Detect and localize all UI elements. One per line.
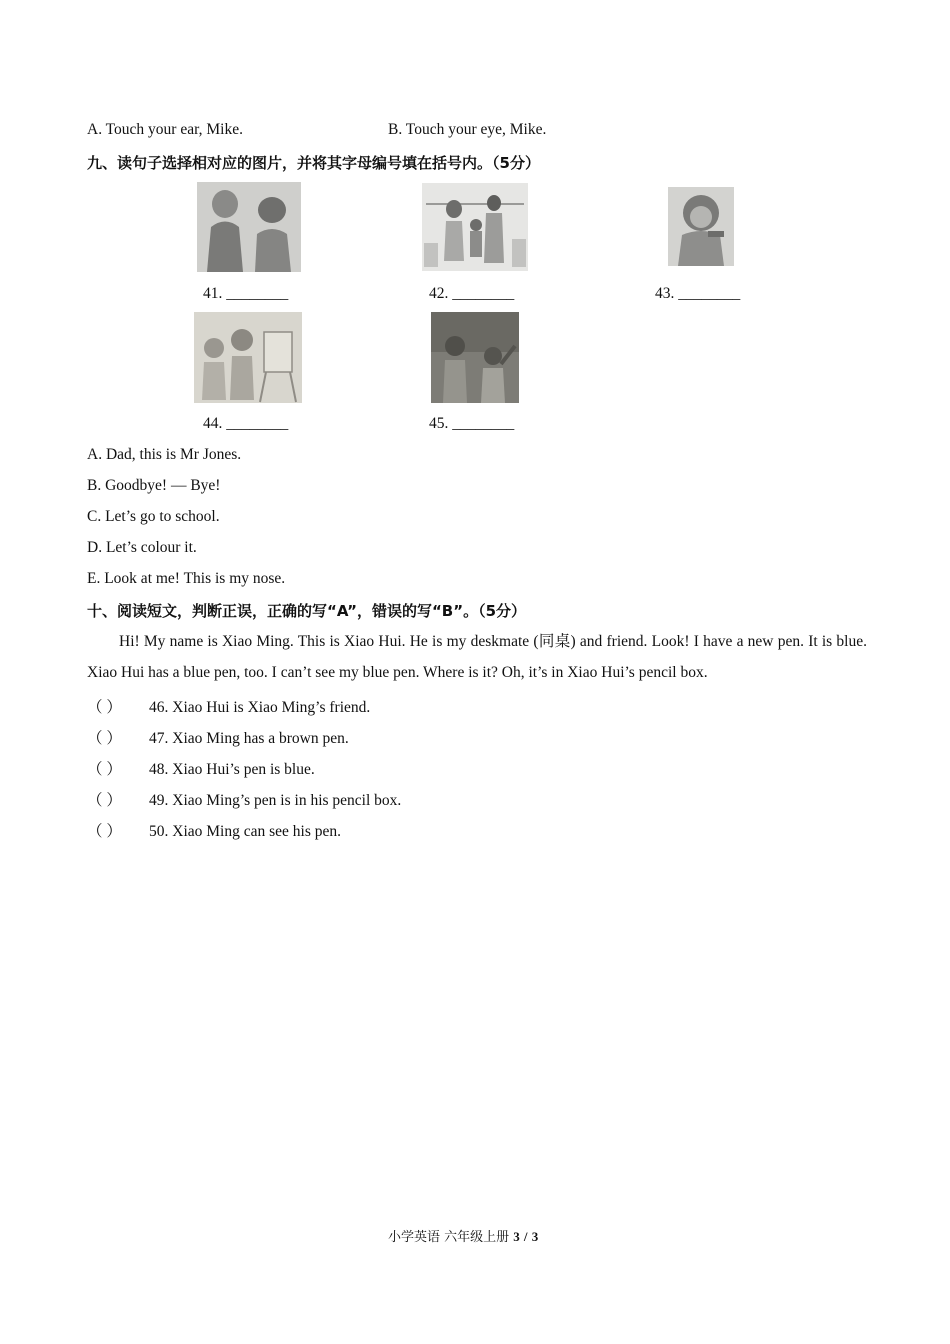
choice-b: B. Goodbye! — Bye! — [87, 477, 221, 494]
statement-text: 50. Xiao Ming can see his pen. — [149, 823, 341, 840]
answer-bracket: （ ） — [87, 792, 122, 809]
answer-bracket: （ ） — [87, 761, 122, 778]
picture-43-label: 43. ________ — [655, 285, 741, 302]
picture-42-label: 42. ________ — [429, 285, 515, 302]
statement-50 — [87, 819, 341, 841]
picture-45-label: 45. ________ — [429, 415, 515, 432]
section-10-heading: 十、阅读短文，判断正误，正确的写“A”，错误的写“B”。（5分） — [87, 602, 527, 620]
choice-a: A. Dad, this is Mr Jones. — [87, 446, 242, 463]
answer-bracket: （ ） — [87, 730, 122, 747]
choice-c: C. Let’s go to school. — [87, 508, 220, 525]
section-9-heading: 九、读句子选择相对应的图片，并将其字母编号填在括号内。（5分） — [87, 154, 540, 172]
picture-41-label: 41. ________ — [203, 285, 289, 302]
picture-44-label: 44. ________ — [203, 415, 289, 432]
family-greeting-image — [422, 183, 528, 271]
statement-46 — [87, 695, 370, 717]
reading-passage: Hi! My name is Xiao Ming. This is Xiao Hui. He is my deskmate (同桌) and friend. Look! I have a new pen. It is blue. Xiao Hui has a blue pen, too. I can’t see my blue pen. Where is it? Oh, it’s in Xiao Hui’s pencil box. — [87, 633, 867, 681]
page-footer — [388, 1226, 538, 1245]
page-total: 3 — [531, 1229, 539, 1244]
statement-text: 46. Xiao Hui is Xiao Ming’s friend. — [149, 699, 371, 716]
statement-49 — [87, 788, 401, 810]
two-children-image — [197, 182, 301, 272]
children-painting-image — [194, 312, 302, 403]
statement-text: 49. Xiao Ming’s pen is in his pencil box. — [149, 792, 402, 809]
option-b-text: B. Touch your eye, Mike. — [388, 121, 547, 138]
choice-d: D. Let’s colour it. — [87, 539, 197, 556]
choice-e: E. Look at me! This is my nose. — [87, 570, 286, 587]
option-a-text: A. Touch your ear, Mike. — [87, 121, 243, 138]
statement-text: 47. Xiao Ming has a brown pen. — [149, 730, 349, 747]
answer-bracket: （ ） — [87, 823, 122, 840]
statement-47 — [87, 726, 349, 748]
child-pointing-nose-image — [668, 187, 734, 266]
statement-text: 48. Xiao Hui’s pen is blue. — [149, 761, 315, 778]
footer-title: 小学英语 六年级上册 — [388, 1230, 510, 1245]
page-separator: / — [523, 1229, 528, 1244]
statement-48 — [87, 757, 315, 779]
children-waving-image — [431, 312, 519, 403]
page-number: 3 — [513, 1229, 520, 1244]
answer-bracket: （ ） — [87, 699, 122, 716]
